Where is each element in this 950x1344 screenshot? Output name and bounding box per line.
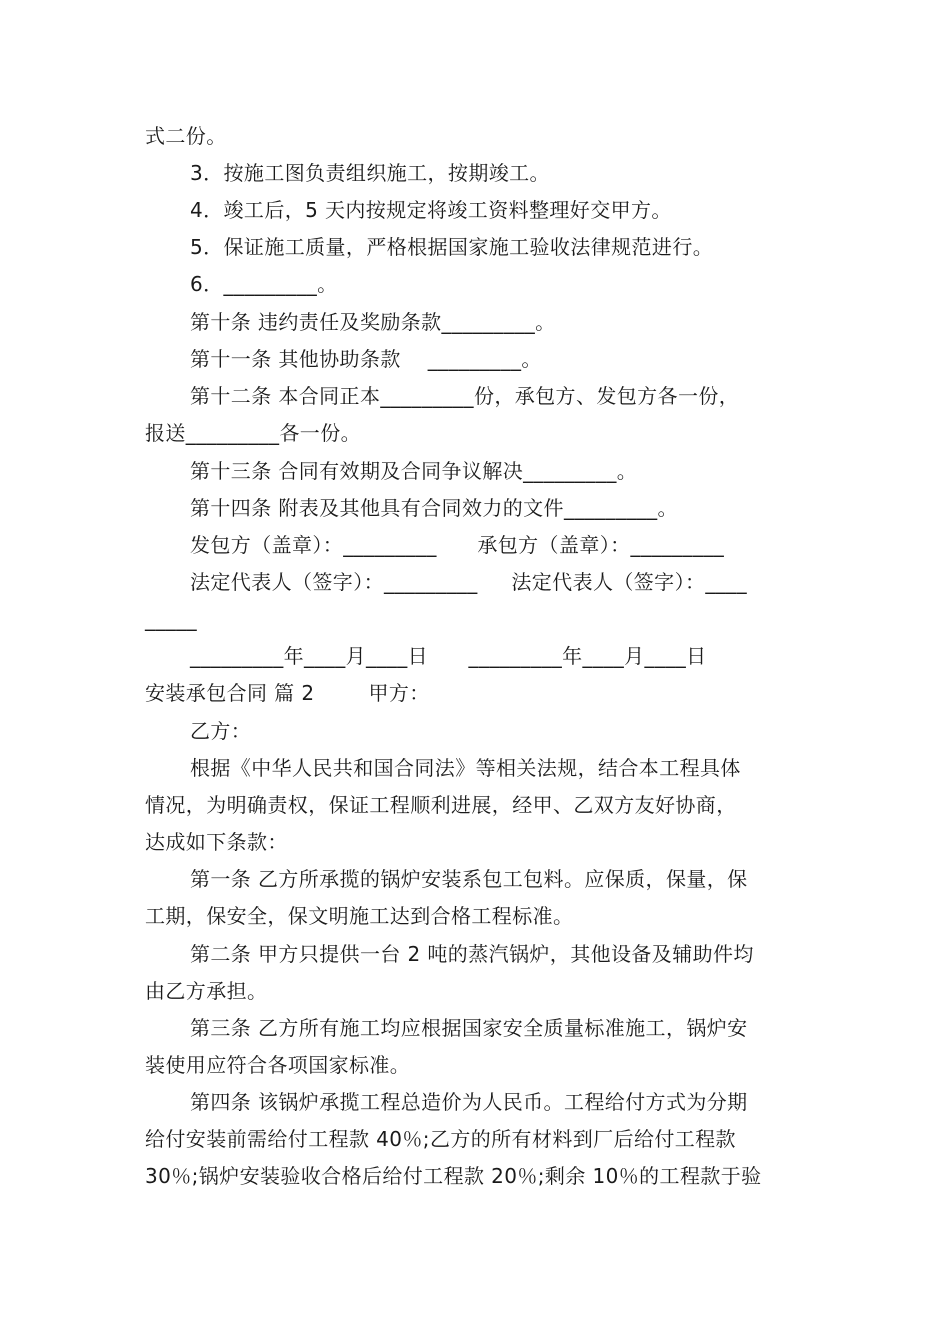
text-line: 根据《中华人民共和国合同法》等相关法规，结合本工程具体 — [190, 756, 741, 780]
text-line: 第二条 甲方只提供一台 2 吨的蒸汽锅炉，其他设备及辅助件均 — [190, 942, 754, 966]
text-line: 5．保证施工质量，严格根据国家施工验收法律规范进行。 — [190, 235, 714, 259]
text-line: 乙方： — [190, 719, 252, 743]
text-line: _____ — [145, 607, 197, 631]
text-line: 6．_________。 — [190, 272, 338, 296]
text-line: 发包方（盖章）：_________ 承包方（盖章）：_________ — [190, 533, 725, 557]
text-line: 式二份。 — [145, 124, 227, 148]
text-line: 工期，保安全，保文明施工达到合格工程标准。 — [145, 904, 574, 928]
text-line: _________年____月____日 _________年____月____日 — [190, 644, 707, 668]
text-line: 达成如下条款： — [145, 830, 288, 854]
text-line: 第四条 该锅炉承揽工程总造价为人民币。工程给付方式为分期 — [190, 1090, 748, 1114]
text-line: 给付安装前需给付工程款 40％;乙方的所有材料到厂后给付工程款 — [145, 1127, 736, 1151]
text-line: 情况，为明确责权，保证工程顺利进展，经甲、乙双方友好协商， — [145, 793, 737, 817]
section-heading: 安装承包合同 篇 2 甲方： — [145, 681, 430, 705]
text-line: 装使用应符合各项国家标准。 — [145, 1053, 411, 1077]
text-line: 第十三条 合同有效期及合同争议解决_________。 — [190, 459, 638, 483]
text-line: 30％;锅炉安装验收合格后给付工程款 20％;剩余 10％的工程款于验 — [145, 1164, 762, 1188]
text-line: 第十二条 本合同正本_________份，承包方、发包方各一份， — [190, 384, 740, 408]
text-line: 4．竣工后，5 天内按规定将竣工资料整理好交甲方。 — [190, 198, 672, 222]
text-line: 第十条 违约责任及奖励条款_________。 — [190, 310, 556, 334]
text-line: 3．按施工图负责组织施工，按期竣工。 — [190, 161, 550, 185]
text-line: 报送_________各一份。 — [145, 421, 361, 445]
text-line: 第十四条 附表及其他具有合同效力的文件_________。 — [190, 496, 678, 520]
text-line: 第一条 乙方所承揽的锅炉安装系包工包料。应保质，保量，保 — [190, 867, 748, 891]
text-line: 第十一条 其他协助条款 _________。 — [190, 347, 542, 371]
text-line: 法定代表人（签字）：_________ 法定代表人（签字）：____ — [190, 570, 747, 594]
text-line: 由乙方承担。 — [145, 979, 268, 1003]
text-line: 第三条 乙方所有施工均应根据国家安全质量标准施工，锅炉安 — [190, 1016, 748, 1040]
